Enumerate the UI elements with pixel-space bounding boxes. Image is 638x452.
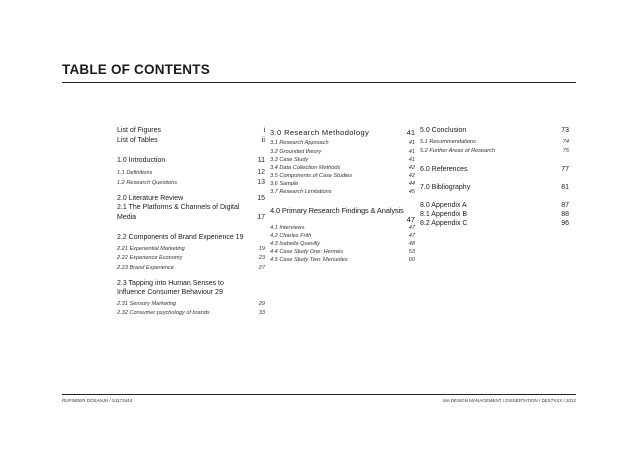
footer-author: RUPINDER DOSANJH / S1173444 [62, 398, 133, 403]
toc-column-1: List of Figures i List of Tables ii 1.0 Introduction 11 1.1 Definitions 12 1.2 Research Questions 13 2.0 Literature Review 15 2.1 The Platforms & Channels of Digital Media 17 2.2 Components of Brand Experience 19 2.21 Experiential Marketing 19 2.22 Experience Economy 23 2.23 Brand Experience 27 2.3 Tapping into Human Senses to Influence Consumer Behaviour 29 2.31 Sensory Marketing 29 2.32 Consumer psychology of brands 33 [117, 127, 265, 316]
page-title: TABLE OF CONTENTS [62, 62, 210, 77]
toc-column-3: 5.0 Conclusion 73 5.1 Recommendations 74 5.2 Further Areas of Research 75 6.0 References 77 7.0 Bibliography 81 8.0 Appendix A 87 8.1 Appendix B 88 8.2 Appendix C 96 [420, 127, 569, 227]
footer-course: MA DESIGN MANAGEMENT / DISSERTATION / DES7XXX / 2012 [443, 398, 576, 403]
header-rule [62, 82, 576, 83]
footer-rule [62, 394, 576, 395]
toc-column-2: 3.0 Research Methodology 41 3.1 Research Approach 41 3.2 Grounded theory 41 3.3 Case Study 41 3.4 Data Collection Methods 42 3.5 Components of Case Studies 42 3.6 Sample 44 3.7 Research Limitations 45 4.0 Primary Research Findings & Analysis 47 4.1 Interviews 47 4.2 Charles Frith 47 4.3 Isabelle Quevilly 48 4.4 Case Study One: Hermès 53 4.5 Case Study Two: Mercedes 60 [270, 128, 415, 263]
